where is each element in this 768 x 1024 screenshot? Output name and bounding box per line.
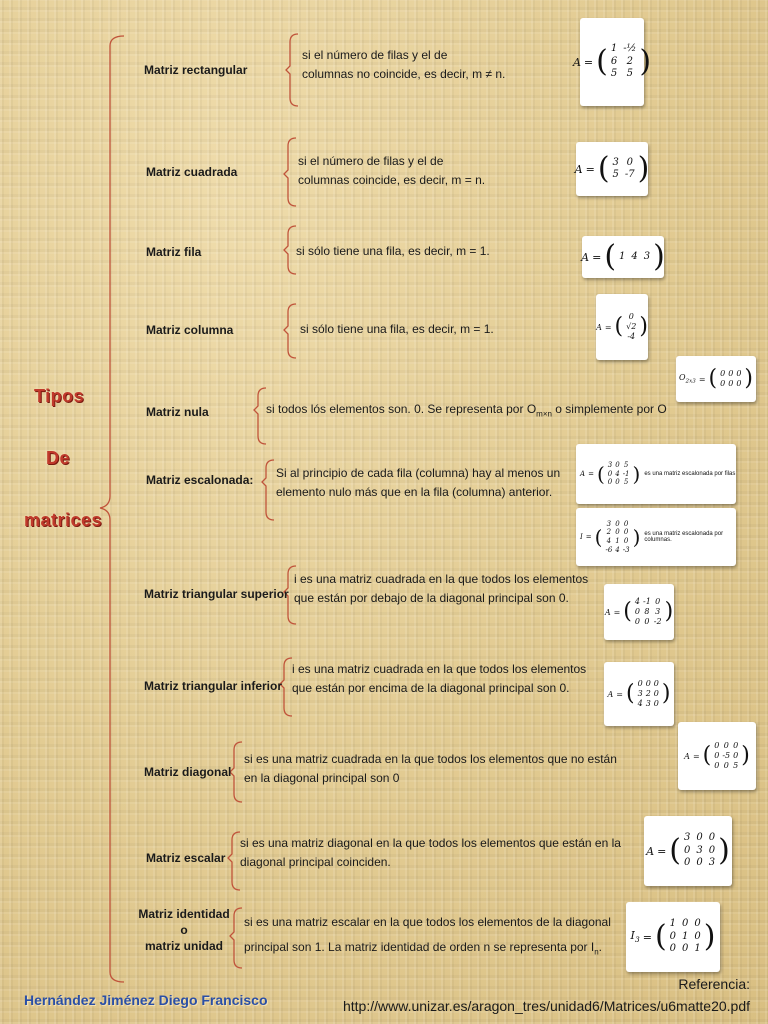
matrix-entry: 0 [607, 478, 613, 487]
matrix-entry: 5 [623, 478, 629, 487]
matrix-entry: 0 [714, 741, 720, 750]
matrix-entry: 0 [653, 699, 659, 708]
right-parenthesis: ) [718, 833, 730, 868]
description-line: si es una matriz diagonal en la que todos los elementos que están en la [240, 836, 621, 850]
matrix-entry: 6 [610, 55, 618, 67]
type-name-nula: Matriz nula [146, 405, 209, 419]
type-name-escalonada: Matriz escalonada: [146, 473, 254, 487]
subscript: m×n [536, 409, 552, 419]
matrix-entry: 0 [696, 857, 703, 869]
example-matrix-card [644, 816, 732, 886]
matrix-entry: 0 [615, 460, 620, 469]
matrix-entry: 2 [645, 689, 651, 698]
example-matrix-card [626, 902, 720, 972]
equals-sign: = [698, 374, 706, 384]
description-line: columnas coincide, es decir, m = n. [298, 173, 486, 188]
left-parenthesis: ( [596, 44, 608, 79]
matrix-entry: 0 [708, 844, 716, 856]
left-parenthesis: ( [626, 681, 635, 706]
matrix-entry: 0 [682, 918, 689, 930]
example-matrix-card [572, 18, 652, 106]
example-matrix [608, 679, 671, 709]
matrix-entries [611, 43, 636, 81]
matrix-entry: -½ [623, 43, 637, 55]
matrix-entry: 0 [736, 369, 742, 378]
equals-sign: = [613, 607, 621, 617]
matrix-entries [608, 461, 630, 487]
description-line: elemento nulo más que en la fila (columna) anterior. [276, 485, 553, 500]
right-parenthesis: ) [741, 743, 750, 768]
matrix-entry: 4 [631, 250, 638, 262]
matrix-entry: √2 [626, 322, 637, 331]
matrix-entry: -5 [722, 751, 731, 760]
right-parenthesis: ) [661, 681, 671, 706]
title-word-de: De [46, 448, 71, 468]
type-name-triangular-superior: Matriz triangular superior [144, 587, 289, 601]
type-name-identidad [136, 906, 232, 955]
matrix-entry: 3 [607, 460, 613, 469]
left-parenthesis: ( [597, 151, 610, 186]
matrix-entry: 2 [626, 55, 633, 67]
matrix-entry: 0 [615, 528, 620, 537]
matrix-label: A [581, 250, 590, 264]
matrix-entries [684, 832, 715, 870]
matrix-entry: 0 [607, 469, 613, 478]
matrix-entry: 3 [606, 519, 612, 528]
left-parenthesis: ( [594, 525, 603, 549]
left-parenthesis: ( [623, 599, 632, 624]
matrix-entry: 4 [615, 469, 620, 478]
description-line: que están por debajo de la diagonal principal son 0. [294, 591, 569, 606]
author-name: Hernández Jiménez Diego Francisco [24, 992, 268, 1008]
matrix-entry: -6 [605, 545, 613, 554]
matrix-entry: 0 [733, 751, 739, 760]
matrix-entry: 0 [708, 832, 716, 844]
example-matrix [580, 461, 640, 487]
example-matrix-card [678, 722, 756, 790]
matrix-label-subscript: 3 [634, 935, 640, 945]
reference-link[interactable]: http://www.unizar.es/aragon_tres/unidad6/Matrices/u6matte20.pdf [342, 998, 750, 1014]
matrix-entry: -3 [622, 545, 630, 554]
example-matrix [684, 741, 750, 771]
matrix-entry: 0 [733, 741, 739, 750]
example-matrix [580, 520, 640, 555]
example-matrix [630, 918, 715, 956]
example-note: es una matriz escalonada por filas [644, 471, 736, 477]
matrix-label: A [596, 322, 602, 332]
matrix-entry: 4 [637, 699, 643, 708]
matrix-label: A [607, 689, 614, 699]
right-parenthesis: ) [664, 599, 674, 624]
matrix-entries [613, 157, 635, 182]
matrix-entry: 0 [694, 918, 701, 930]
example-matrix-card [604, 662, 674, 726]
matrix-entry: 0 [684, 844, 691, 856]
matrix-entries [605, 520, 629, 555]
matrix-entries [635, 597, 662, 627]
type-description-rectangular [302, 46, 505, 84]
matrix-label: A [580, 470, 586, 478]
matrix-entry: 1 [682, 930, 689, 942]
right-parenthesis: ) [744, 366, 753, 391]
matrix-entry: 0 [669, 943, 677, 955]
type-description-escalar [240, 834, 621, 872]
equals-sign: = [657, 844, 667, 858]
description-text: si todos lós elementos son. 0. Se representa por O [266, 402, 537, 416]
matrix-entry: 3 [696, 844, 703, 856]
description-text: o simplemente por O [551, 402, 667, 416]
matrix-entry: 5 [733, 761, 739, 770]
matrix-entry: 4 [615, 545, 620, 554]
matrix-entry: 4 [634, 597, 640, 606]
matrix-entry: 0 [714, 761, 720, 770]
matrix-label: A [572, 55, 581, 69]
right-parenthesis: ) [653, 239, 665, 274]
example-note: es una matriz escalonada por columnas. [644, 531, 724, 543]
example-matrix-card [676, 356, 756, 402]
type-description-fila [296, 242, 490, 261]
matrix-entry: 0 [623, 537, 629, 545]
matrix-entry: 0 [655, 597, 661, 606]
right-parenthesis: ) [637, 151, 650, 186]
matrix-entries [638, 679, 659, 709]
matrix-entry: 2 [606, 528, 612, 537]
matrix-entry: 0 [728, 369, 734, 378]
type-name-line: o [180, 923, 188, 938]
description-line: si el número de filas y el de [302, 48, 448, 62]
example-matrix-card-cols [576, 508, 736, 566]
description-text: . [598, 940, 603, 955]
matrix-entry: -1 [642, 597, 651, 606]
right-parenthesis: ) [639, 44, 652, 79]
matrix-entry: 0 [623, 528, 629, 537]
left-parenthesis: ( [614, 314, 624, 339]
matrix-entry: -4 [627, 332, 636, 341]
matrix-label: A [684, 751, 690, 761]
type-description-triangular-superior [294, 570, 588, 608]
matrix-entry: 0 [684, 857, 691, 869]
matrix-entries [626, 312, 636, 342]
type-description-columna [300, 320, 494, 339]
matrix-entry: -7 [624, 169, 635, 180]
type-description-nula [266, 400, 667, 421]
equals-sign: = [585, 533, 592, 541]
description-line: si sólo tiene una fila, es decir, m = 1. [296, 244, 490, 258]
type-name-fila: Matriz fila [146, 245, 202, 259]
matrix-entry: 3 [637, 689, 643, 698]
matrix-entry: 0 [626, 156, 633, 168]
left-parenthesis: ( [596, 462, 605, 486]
example-matrix-card [576, 142, 648, 196]
type-description-identidad [244, 910, 611, 961]
equals-sign: = [588, 470, 594, 478]
example-matrix [679, 368, 753, 390]
example-matrix [574, 151, 650, 186]
example-matrix [646, 832, 730, 870]
matrix-entry: 0 [728, 379, 734, 388]
matrix-label: $I_3$ [630, 929, 640, 945]
type-description-triangular-inferior [292, 660, 586, 698]
matrix-entry: 0 [720, 369, 726, 378]
matrix-label: A [646, 844, 655, 858]
equals-sign: = [692, 751, 700, 761]
type-name-line: matriz unidad [144, 939, 223, 954]
matrix-entry: 0 [669, 930, 677, 942]
right-parenthesis: ) [632, 462, 641, 486]
matrix-entry: 4 [606, 537, 612, 545]
matrix-entry: 5 [623, 460, 629, 469]
equals-sign: = [642, 930, 652, 944]
right-parenthesis: ) [639, 314, 648, 339]
description-line: si el número de filas y el de [298, 154, 444, 168]
title-word-matrices: matrices [24, 510, 103, 530]
matrix-entries [714, 741, 738, 771]
left-parenthesis: ( [604, 239, 617, 274]
left-parenthesis: ( [669, 833, 682, 868]
equals-sign: = [604, 322, 612, 332]
matrix-label: A [604, 607, 611, 617]
matrix-entry: 0 [694, 930, 701, 942]
matrix-entry: 0 [720, 379, 726, 388]
matrix-entry: 1 [615, 537, 620, 545]
description-line: diagonal principal coinciden. [240, 855, 391, 870]
example-matrix-card-rows [576, 444, 736, 504]
type-description-escalonada [276, 464, 560, 502]
matrix-entry: 3 [655, 607, 661, 616]
type-name-diagonal: Matriz diagonal [144, 765, 232, 779]
matrix-entry: 3 [612, 156, 619, 168]
matrix-entry: 0 [628, 312, 634, 321]
description-line: si sólo tiene una fila, es decir, m = 1. [300, 322, 494, 336]
matrix-entry: 5 [610, 68, 618, 80]
equals-sign: = [585, 162, 595, 176]
matrix-label-subscript: 2x3 [685, 378, 696, 385]
matrix-entry: 0 [696, 832, 703, 844]
description-line [244, 935, 611, 961]
matrix-entry: 0 [615, 478, 620, 487]
matrix-entry: -2 [653, 617, 662, 626]
right-parenthesis: ) [703, 919, 716, 954]
matrix-entry: 5 [612, 169, 619, 180]
matrix-entry: 0 [637, 679, 643, 688]
matrix-entry: 0 [634, 607, 640, 616]
matrix-label: A [574, 162, 583, 176]
matrix-entry: 0 [714, 751, 720, 760]
right-parenthesis: ) [632, 525, 641, 549]
type-name-columna: Matriz columna [146, 323, 234, 337]
matrix-entry: 3 [684, 832, 691, 844]
left-parenthesis: ( [702, 743, 712, 768]
type-name-escalar: Matriz escalar [146, 851, 226, 865]
description-line: si es una matriz escalar en la que todos los elementos de la diagonal [244, 915, 611, 929]
matrix-entry: 0 [644, 617, 650, 626]
matrix-entries [670, 918, 701, 956]
matrix-entry: 0 [653, 679, 659, 688]
example-matrix [605, 597, 673, 627]
matrix-entry: 0 [682, 943, 689, 955]
matrix-entries [619, 251, 650, 264]
example-matrix-card [582, 236, 664, 278]
matrix-entries [720, 369, 741, 389]
matrix-entry: 0 [615, 519, 620, 528]
matrix-entry: 1 [694, 943, 701, 955]
title-word-tipos: Tipos [34, 386, 85, 406]
example-matrix [581, 239, 665, 274]
matrix-entry: 0 [736, 379, 742, 388]
matrix-entry: 1 [619, 250, 626, 262]
equals-sign: = [583, 55, 594, 69]
matrix-entry: -1 [622, 469, 630, 478]
matrix-entry: 3 [645, 699, 651, 708]
matrix-label: I [580, 533, 583, 541]
matrix-entry: 0 [723, 741, 729, 750]
matrix-entry: 0 [634, 617, 640, 626]
matrix-entry: 0 [653, 689, 659, 698]
example-matrix [596, 312, 648, 342]
type-name-cuadrada: Matriz cuadrada [146, 165, 238, 179]
description-line: i es una matriz cuadrada en la que todos los elementos [292, 662, 587, 676]
description-line: que están por encima de la diagonal principal son 0. [292, 681, 570, 696]
subscript: n [594, 947, 599, 957]
matrix-entry: 3 [708, 857, 716, 869]
equals-sign: = [592, 250, 602, 264]
matrix-entry: 3 [643, 250, 651, 262]
example-matrix-card [604, 584, 674, 640]
type-name-line: Matriz identidad [138, 907, 230, 921]
matrix-entry: 8 [644, 607, 650, 616]
description-line: i es una matriz cuadrada en la que todos los elementos [294, 572, 589, 586]
matrix-entry: 1 [610, 43, 618, 55]
example-matrix [573, 43, 651, 81]
matrix-entry: 5 [626, 68, 633, 80]
matrix-label: $O_{2x3}$ [678, 373, 696, 385]
equals-sign: = [616, 689, 623, 699]
left-parenthesis: ( [708, 366, 718, 391]
left-parenthesis: ( [654, 919, 667, 954]
matrix-entry: 0 [723, 761, 729, 770]
reference-label: Referencia: [678, 976, 750, 992]
matrix-entry: 0 [623, 519, 629, 528]
matrix-entry: 0 [645, 679, 651, 688]
description-line: Si al principio de cada fila (columna) hay al menos un [276, 466, 561, 480]
description-line: en la diagonal principal son 0 [244, 771, 400, 786]
description-line: si es una matriz cuadrada en la que todos los elementos que no están [244, 752, 617, 766]
type-description-diagonal [244, 750, 617, 788]
type-name-triangular-inferior: Matriz triangular inferior [144, 679, 283, 693]
type-description-cuadrada [298, 152, 485, 190]
type-name-rectangular: Matriz rectangular [144, 63, 248, 77]
matrix-entry: 1 [669, 918, 677, 930]
example-matrix-card [596, 294, 648, 360]
description-line: columnas no coincide, es decir, m ≠ n. [302, 67, 506, 82]
description-text: principal son 1. La matriz identidad de orden n se representa por I [244, 940, 595, 955]
